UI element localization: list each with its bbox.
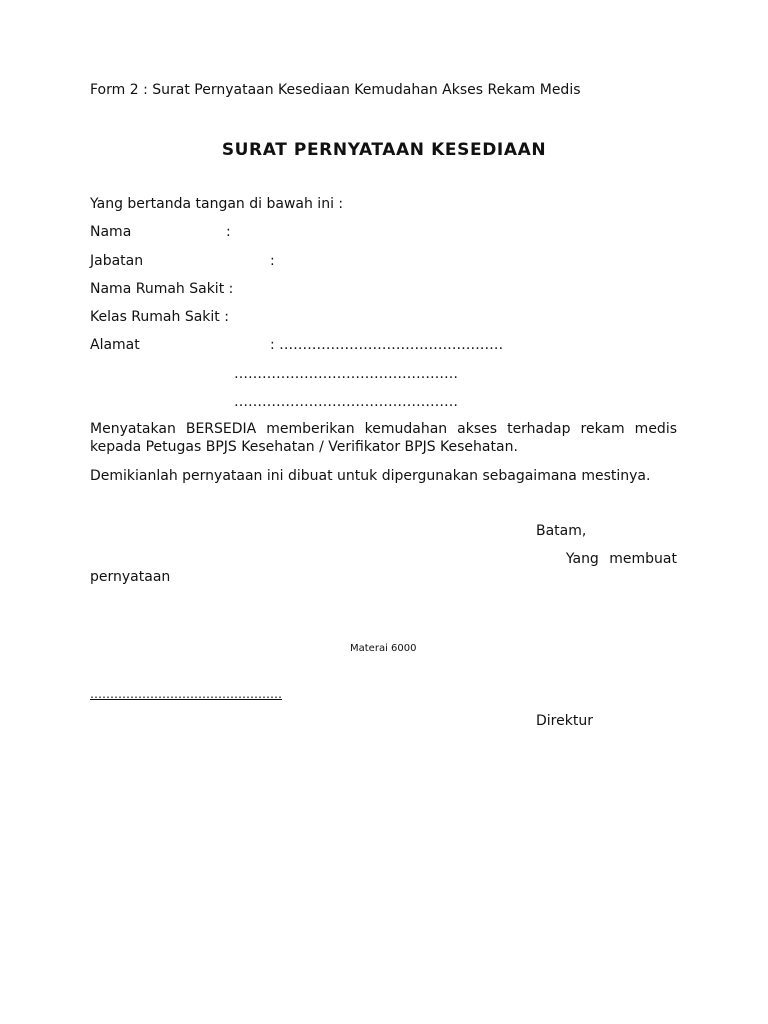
alamat-label: Alamat — [90, 337, 140, 353]
maker-line-2: pernyataan — [90, 569, 171, 585]
document-title: SURAT PERNYATAAN KESEDIAAN — [221, 140, 547, 160]
statement-paragraph: Menyatakan BERSEDIA memberikan kemudahan akses terhadap rekam medis kepada Petugas BPJS Kesehatan / Verifikator BPJS Kesehatan. — [90, 421, 677, 455]
rumah-sakit-label: Nama Rumah Sakit : — [90, 281, 234, 297]
kelas-label: Kelas Rumah Sakit : — [90, 309, 229, 325]
nama-label: Nama — [90, 224, 132, 240]
form-label: Form 2 : Surat Pernyataan Kesediaan Kemudahan Akses Rekam Medis — [90, 82, 581, 98]
materai-stamp-label: Materai 6000 — [350, 643, 417, 654]
alamat-value: : ………………………………………… — [270, 337, 504, 353]
signature-position: Direktur — [536, 713, 593, 729]
alamat-line-2: ………………………………………… — [234, 366, 458, 382]
signature-place: Batam, — [536, 523, 587, 539]
nama-colon: : — [226, 224, 231, 240]
jabatan-label: Jabatan — [90, 253, 144, 269]
closing-paragraph: Demikianlah pernyataan ini dibuat untuk dipergunakan sebagaimana mestinya. — [90, 468, 651, 484]
jabatan-colon: : — [270, 253, 275, 269]
maker-line-1: Yang membuat — [565, 551, 677, 567]
intro-text: Yang bertanda tangan di bawah ini : — [90, 196, 344, 212]
signature-maker — [90, 550, 677, 586]
signature-name-line: ………………………………………… — [90, 687, 282, 701]
alamat-line-3: ………………………………………… — [234, 394, 458, 410]
